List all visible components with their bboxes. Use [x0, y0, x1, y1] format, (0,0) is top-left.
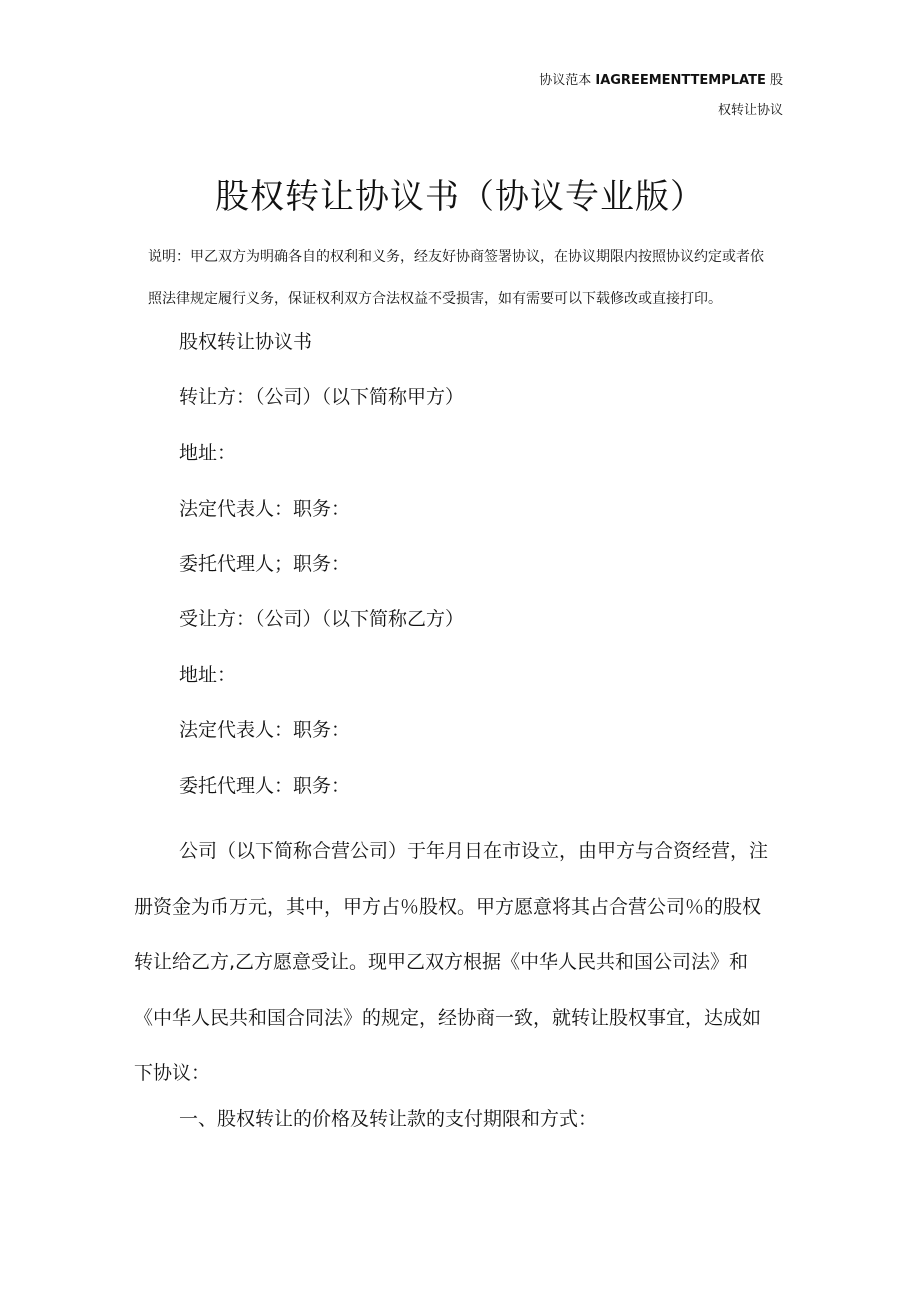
paragraph-line: 下协议： [134, 1062, 211, 1085]
paragraph-line: 公司（以下简称合营公司）于年月日在市设立，由甲方与合资经营，注 [179, 840, 769, 862]
header-suffix: 股 [765, 73, 783, 88]
paragraph-line: 《中华人民共和国合同法》的规定，经协商一致，就转让股权事宜，达成如 [134, 1006, 762, 1029]
page-header [483, 66, 783, 126]
header-prefix: 协议范本 [539, 73, 596, 88]
agreement-subtitle: 股权转让协议书 [179, 331, 313, 353]
document-title: 股权转让协议书（协议专业版） [215, 177, 705, 217]
note-line-1: 说明：甲乙双方为明确各自的权利和义务，经友好协商签署协议，在协议期限内按照协议约定或者依 [148, 249, 764, 265]
transferee-address: 地址： [179, 664, 237, 686]
transferee-line: 受让方：（公司）（以下简称乙方） [179, 608, 465, 630]
body-paragraph [134, 824, 814, 1102]
header-template-label: IAGREEMENTTEMPLATE [595, 73, 766, 88]
paragraph-line: 册资金为币万元，其中，甲方占％股权。甲方愿意将其占合营公司％的股权 [134, 895, 762, 918]
transferee-legal-rep: 法定代表人：职务： [179, 719, 351, 741]
document-note [148, 236, 808, 320]
paragraph-line: 转让给乙方,乙方愿意受让。现甲乙双方根据《中华人民共和国公司法》和 [134, 951, 749, 974]
transferee-agent: 委托代理人：职务： [179, 775, 351, 797]
transferor-legal-rep: 法定代表人：职务： [179, 498, 351, 520]
note-line-2: 照法律规定履行义务，保证权利双方合法权益不受损害，如有需要可以下载修改或直接打印。 [148, 291, 722, 307]
section-heading-1: 一、股权转让的价格及转让款的支付期限和方式： [179, 1108, 598, 1130]
transferor-line: 转让方：（公司）（以下简称甲方） [179, 386, 465, 408]
transferor-address: 地址： [179, 442, 237, 464]
transferor-agent: 委托代理人；职务： [179, 553, 351, 575]
header-line-2: 权转让协议 [717, 103, 783, 118]
header-line-1 [483, 66, 783, 96]
